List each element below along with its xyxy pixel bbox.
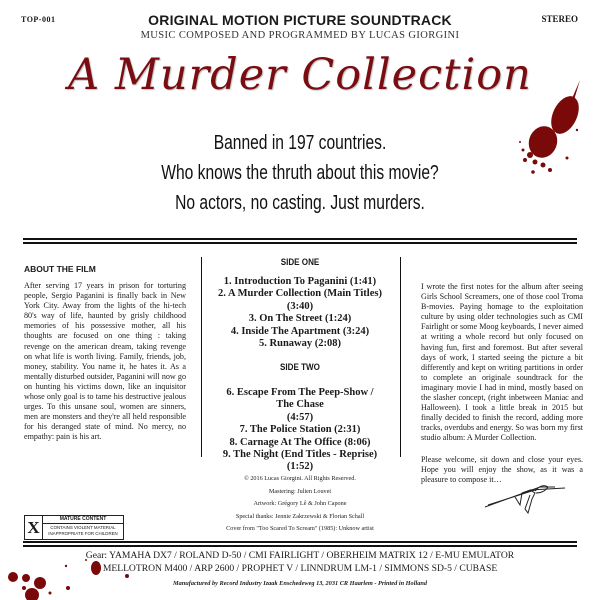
liner-notes-paragraph-2: Please welcome, sit down and close your eyes. Hope you will enjoy the show, as it was a pleasure to compose it… — [421, 454, 583, 484]
side-one-tracklist — [200, 276, 400, 350]
ost-title: ORIGINAL MOTION PICTURE SOUNDTRACK — [148, 12, 452, 28]
stereo-label: STEREO — [541, 14, 578, 24]
signature-icon — [480, 475, 570, 520]
credits — [200, 473, 400, 536]
tagline — [66, 128, 534, 218]
gear-list — [0, 549, 600, 575]
rating-title: MATURE CONTENT — [43, 516, 123, 524]
liner-notes — [421, 282, 583, 496]
gear-line-1: Gear: YAMAHA DX7 / ROLAND D-50 / CMI FAIRLIGHT / OBERHEIM MATRIX 12 / E-MU EMULATOR — [85, 550, 515, 561]
rating-letter: X — [25, 516, 43, 539]
about-body: After serving 17 years in prison for torturing people, Sergio Paganini is finally back in New York City. Away from the lights of the hi-tech 80's way of life, haunted by grisly childhood memories of his possessive mother, all his thoughts are focused on one thing : taking revenge on the american dream, taking revenge on what life is worth living. Family, friends, job, money, stability. You name it, he hates it. As a mentally disturbed outsider, Paganini will now go on hunting his victims down, like an inquisitor whose only goal is to tame his destructive jealous urges. To this unsane soul, women are sinners, men are monsters and they're all held responsible for his deranged state of mind. No mercy, no empathy: pain is his art. — [24, 281, 186, 442]
manufacturer-line: Manufactured by Record Industry Izaak Enschedeweg 13, 2031 CR Haarlem - Printed in Holland — [173, 580, 427, 587]
mastering-credit: Mastering: Julien Louvet — [268, 487, 332, 495]
track-line: 3. On The Street (1:24) — [248, 313, 352, 325]
track-line: 4. Inside The Apartment (3:24) — [230, 325, 370, 337]
track-line: 2. A Murder Collection (Main Titles) — [218, 288, 382, 300]
tagline-line-2: Who knows the thruth about this movie? — [161, 162, 439, 184]
rating-desc-line-2: INAPPROPRIATE FOR CHILDREN — [48, 530, 118, 536]
artwork-credit: Artwork: Grégory Lê & John Capone — [253, 500, 347, 508]
bottom-divider — [23, 541, 577, 547]
track-line: 7. The Police Station (2:31) — [239, 424, 361, 436]
track-line: (3:40) — [286, 300, 314, 312]
track-line: 5. Runaway (2:08) — [259, 338, 341, 350]
side-two-heading: SIDE TWO — [280, 362, 320, 373]
right-column-divider — [400, 257, 401, 457]
tagline-line-3: No actors, no casting. Just murders. — [175, 192, 425, 214]
track-line: (1:52) — [286, 461, 314, 473]
track-line: 9. The Night (End Titles - Reprise) — [222, 449, 378, 461]
track-line: 8. Carnage At The Office (8:06) — [229, 436, 371, 448]
track-line: 1. Introduction To Paganini (1:41) — [223, 276, 377, 287]
gear-line-2: MELLOTRON M400 / ARP 2600 / PROPHET V / LINNDRUM LM-1 / SIMMONS SD-5 / CUBASE — [102, 563, 498, 574]
thanks-credit: Special thanks: Jennie Zakrzewski & Florian Schall — [235, 512, 365, 520]
copyright: © 2016 Lucas Giorgini. All Rights Reserved. — [244, 475, 356, 482]
cover-credit: Cover from "Too Scared To Scream" (1985): Unknow artist — [226, 525, 374, 533]
catalog-number: TOP-001 — [21, 15, 56, 24]
side-two-tracklist — [200, 387, 400, 474]
track-line: The Chase — [276, 399, 324, 411]
composer-line: MUSIC COMPOSED AND PROGRAMMED BY LUCAS GIORGINI — [140, 30, 460, 41]
track-line: 6. Escape From The Peep-Show / — [226, 387, 374, 398]
rating-description — [43, 524, 123, 536]
liner-notes-paragraph-1: I wrote the first notes for the album after seeing Girls School Screamers, one of those cool Troma B-movies. Paying homage to the exploitation culture by using older technologies such as CMI Fairlight or some Moog keyboards, I never aimed at writing a whole record but only focused on having fun, first and foremost. But after several days of work, I started seeing the picture a bit differently and kept on writing partitions in order to complete an originale soundtrack for the imaginary movie I had in mind, mostly based on the slasher concept, (right inbetween Maniac and Halloween). I took a little break in 2015 but finally decided to finish the record, adding more tracks, overdubs and energy. So was born my first studio album: A Murder Collection. — [421, 282, 583, 443]
mature-content-rating — [24, 515, 124, 540]
tagline-line-1: Banned in 197 countries. — [213, 132, 387, 154]
album-title: A Murder Collection — [68, 50, 532, 100]
rating-desc-line-1: CONTAINS VIOLENT MATERIAL — [50, 525, 116, 530]
side-one-heading: SIDE ONE — [280, 257, 320, 268]
about-heading: ABOUT THE FILM — [24, 264, 96, 274]
top-divider — [23, 238, 577, 244]
track-line: (4:57) — [286, 411, 314, 423]
